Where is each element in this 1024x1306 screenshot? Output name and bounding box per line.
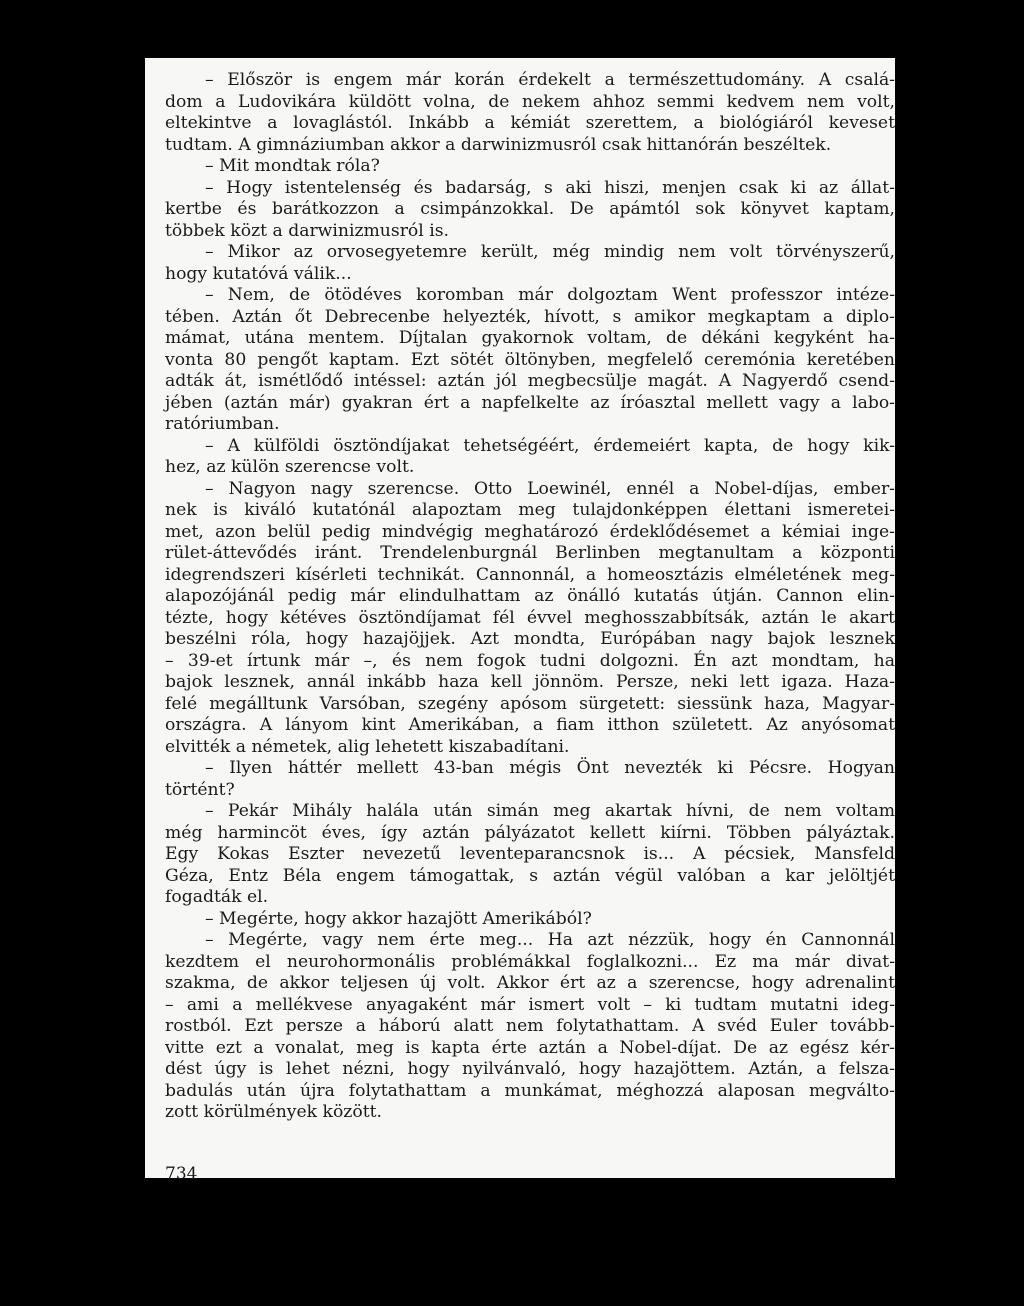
text-line: kertbe és barátkozzon a csimpánzokkal. De apámtól sok könyvet kaptam, (165, 199, 895, 219)
text-line: vonta 80 pengőt kaptam. Ezt sötét öltönyben, megfelelő ceremónia keretében (165, 349, 895, 370)
text-line: kezdtem el neurohormonális problémákkal foglalkozni... Ez ma már divat- (165, 951, 895, 972)
text-line: dést úgy is lehet nézni, hogy nyilvánvaló, hogy hazajöttem. Aztán, a felsza- (165, 1059, 895, 1079)
text-line: vitte ezt a vonalat, meg is kapta érte aztán a Nobel-díjat. De az egész kér- (165, 1037, 895, 1058)
text-line: – ami a mellékvese anyagaként már ismert volt – ki tudtam mutatni ideg- (165, 994, 895, 1015)
text-line: – Nem, de ötödéves koromban már dolgoztam Went professzor intéze- (205, 285, 895, 305)
text-line: badulás után újra folytathattam a munkámat, méghozzá alaposan megválto- (165, 1080, 895, 1101)
book-page (145, 58, 895, 1184)
text-line: zott körülmények között. (165, 1102, 382, 1122)
text-line: beszélni róla, hogy hazajöjjek. Azt mondta, Európában nagy bajok lesznek (165, 629, 895, 649)
text-line: dom a Ludovikára küldött volna, de nekem ahhoz semmi kedvem nem volt, (165, 91, 895, 112)
text-line: rület-áttevődés iránt. Trendelenburgnál Berlinben megtanultam a központi (165, 543, 895, 563)
text-line: tézte, hogy kétéves ösztöndíjamat fél évvel meghosszabbítsák, aztán le akart (165, 607, 895, 628)
text-line: – Nagyon nagy szerencse. Otto Loewinél, ennél a Nobel-díjas, ember- (205, 478, 895, 499)
text-line: még harmincöt éves, így aztán pályázatot kellett kiírni. Többen pályáztak. (165, 822, 895, 843)
text-line: alapozójánál pedig már elindulhattam az önálló kutatás útján. Cannon elin- (165, 586, 895, 606)
text-line: – Ilyen háttér mellett 43-ban mégis Önt nevezték ki Pécsre. Hogyan (205, 758, 895, 778)
text-line: fogadták el. (165, 887, 269, 907)
text-line: met, azon belül pedig mindvégig meghatározó érdeklődésemet a kémiai inge- (165, 521, 895, 542)
text-line: Egy Kokas Eszter nevezetű leventeparancsnok is... A pécsiek, Mansfeld (165, 844, 895, 864)
text-line: jében (aztán már) gyakran ért a napfelkelte az íróasztal mellett vagy a labo- (165, 392, 895, 413)
text-line: Géza, Entz Béla engem támogattak, s aztán végül valóban a kar jelöltjét (165, 865, 895, 886)
text-line: nek is kiváló kutatónál alapoztam meg tulajdonképpen élettani ismeretei- (165, 500, 895, 520)
text-line: – Hogy istentelenség és badarság, s aki hiszi, menjen csak ki az állat- (205, 177, 895, 198)
text-line: tében. Aztán őt Debrecenbe helyezték, hívott, s amikor megkaptam a diplo- (165, 306, 895, 327)
text-line: – A külföldi ösztöndíjakat tehetségéért, érdemeiért kapta, de hogy kik- (205, 435, 895, 456)
text-line: bajok lesznek, annál inkább haza kell jönnöm. Persze, neki lett igaza. Haza- (165, 672, 895, 692)
text-line: – Megérte, hogy akkor hazajött Amerikából? (205, 908, 592, 929)
text-line: mámat, utána mentem. Díjtalan gyakornok voltam, de dékáni kegyként ha- (165, 328, 895, 348)
text-line: történt? (165, 779, 235, 800)
interview-text (165, 70, 895, 1124)
text-line: elvitték a németek, alig lehetett kiszabadítani. (165, 736, 570, 757)
text-line: rostból. Ezt persze a háború alatt nem folytathattam. A svéd Euler tovább- (165, 1016, 895, 1036)
text-line: tudtam. A gimnáziumban akkor a darwinizmusról csak hittanórán beszéltek. (165, 134, 832, 155)
text-line: – Mikor az orvosegyetemre került, még mindig nem volt törvényszerű, (205, 242, 895, 262)
text-line: idegrendszeri kísérleti technikát. Cannonnál, a homeosztázis elméletének meg- (165, 564, 895, 585)
text-line: – Megérte, vagy nem érte meg... Ha azt nézzük, hogy én Cannonnál (205, 930, 895, 950)
text-line: – Pekár Mihály halála után simán meg akartak hívni, de nem voltam (205, 801, 895, 821)
text-line: többek közt a darwinizmusról is. (165, 220, 449, 241)
text-line: eltekintve a lovaglástól. Inkább a kémiát szerettem, a biológiáról keveset (165, 113, 895, 133)
text-line: – 39-et írtunk már –, és nem fogok tudni dolgozni. Én azt mondtam, ha (165, 650, 895, 671)
text-line: hez, az külön szerencse volt. (165, 457, 415, 477)
text-line: országra. A lányom kint Amerikában, a fiam itthon született. Az anyósomat (165, 715, 895, 735)
text-line: felé megálltunk Varsóban, szegény apósom sürgetett: siessünk haza, Magyar- (165, 693, 895, 714)
text-line: szakma, de akkor teljesen új volt. Akkor ért az a szerencse, hogy adrenalint (165, 973, 895, 993)
text-line: ratóriumban. (165, 414, 280, 434)
text-line: adták át, ismétlődő intéssel: aztán jól megbecsülje magát. A Nagyerdő csend- (165, 371, 895, 391)
page-number: 734 (165, 1164, 198, 1184)
text-line: hogy kutatóvá válik... (165, 263, 352, 284)
text-line: – Mit mondtak róla? (205, 156, 380, 176)
text-line: – Először is engem már korán érdekelt a természettudomány. A csalá- (205, 70, 895, 90)
